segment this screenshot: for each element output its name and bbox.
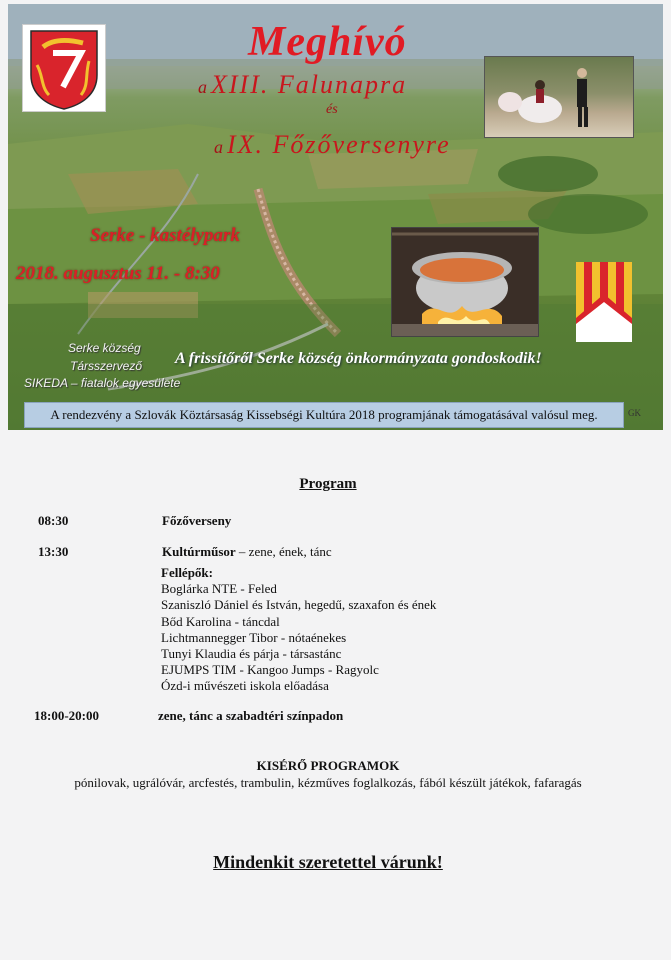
invitation-poster bbox=[8, 4, 663, 430]
performer-item: Tunyi Klaudia és párja - társastánc bbox=[161, 646, 342, 662]
program-heading: Program bbox=[299, 476, 357, 492]
event-date: 2018. augusztus 11. - 8:30 bbox=[16, 263, 220, 284]
side-programs-heading: KISÉRŐ PROGRAMOK bbox=[256, 758, 400, 773]
designer-signature: GK bbox=[628, 408, 641, 418]
side-programs-list: pónilovak, ugrálóvár, arcfestés, trambulin, kézműves foglalkozás, fából készült játékok, fafaragás bbox=[74, 775, 582, 790]
region-coat-of-arms bbox=[576, 262, 632, 342]
schedule-time: 08:30 bbox=[38, 513, 69, 528]
conjunction-text: és bbox=[326, 102, 338, 117]
performer-item: EJUMPS TIM - Kangoo Jumps - Ragyolc bbox=[161, 662, 379, 678]
performer-item: Lichtmannegger Tibor - nótaénekes bbox=[161, 629, 347, 645]
activity-title: Kultúrműsor bbox=[162, 544, 236, 559]
falunap-line: a XIII. Falunapra bbox=[198, 70, 408, 99]
activity-detail: – zene, ének, tánc bbox=[235, 544, 332, 559]
performer-item: Bőd Karolina - táncdal bbox=[161, 613, 280, 629]
cauldron-cooking-photo bbox=[391, 227, 539, 337]
performers-label: Fellépők: bbox=[161, 565, 213, 580]
village-coat-of-arms bbox=[22, 24, 106, 112]
closing-message: Mindenkit szeretettel várunk! bbox=[213, 852, 443, 872]
refreshment-note: A frissítőről Serke község önkormányzata gondoskodik! bbox=[175, 350, 542, 367]
schedule-time: 13:30 bbox=[38, 544, 69, 559]
event-location: Serke - kastélypark bbox=[90, 225, 240, 246]
schedule-activity: zene, tánc a szabadtéri színpadon bbox=[158, 708, 344, 723]
performer-item: Boglárka NTE - Feled bbox=[161, 581, 277, 597]
poster-title: Meghívó bbox=[248, 19, 407, 65]
performer-item: Szaniszló Dániel és István, hegedű, szaxafon és ének bbox=[161, 597, 437, 613]
schedule-time: 18:00-20:00 bbox=[34, 708, 99, 723]
co-organizer-name: SIKEDA – fiatalok egyesülete bbox=[24, 376, 181, 390]
schedule-activity: Főzőverseny bbox=[162, 513, 232, 528]
support-banner: A rendezvény a Szlovák Köztársaság Kissebségi Kultúra 2018 programjának támogatásával valósul meg. bbox=[24, 402, 624, 428]
performers-list bbox=[161, 565, 436, 695]
schedule-activity bbox=[162, 544, 332, 560]
organizer-village: Serke község bbox=[68, 341, 141, 355]
co-organizer-label: Társszervező bbox=[70, 359, 143, 373]
folk-dance-photo bbox=[484, 56, 634, 138]
fozoverseny-line: a IX. Főzőversenyre bbox=[214, 130, 451, 159]
performer-item: Ózd-i művészeti iskola előadása bbox=[161, 678, 329, 694]
